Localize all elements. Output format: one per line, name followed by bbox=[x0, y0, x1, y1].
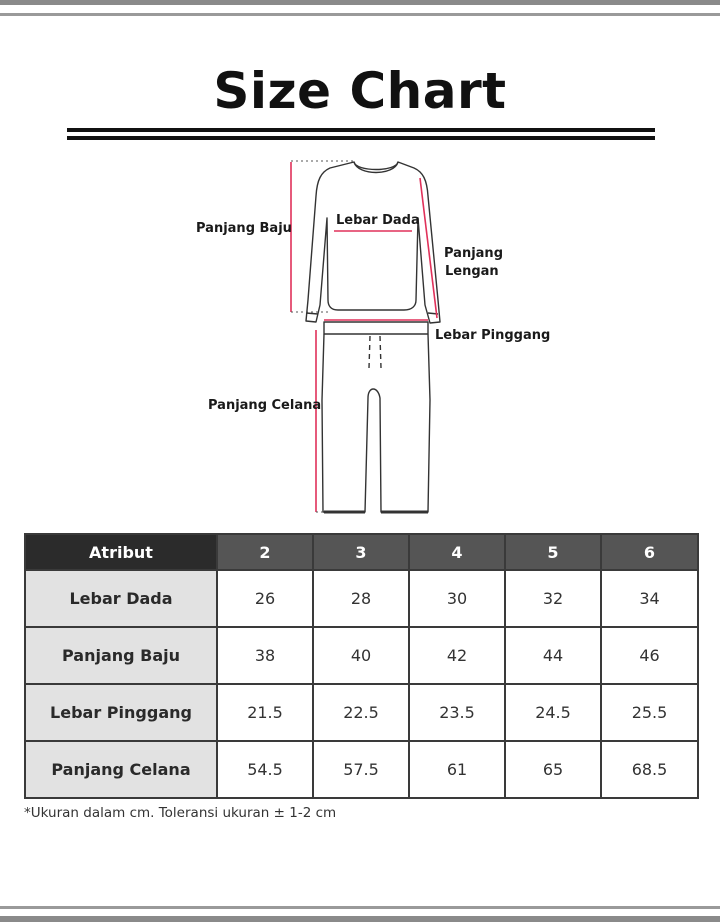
size-table bbox=[24, 533, 699, 799]
label-panjang-lengan-1: Panjang bbox=[444, 246, 503, 261]
table-cell: 32 bbox=[505, 570, 601, 627]
top-border-thin bbox=[0, 13, 720, 16]
table-cell: 23.5 bbox=[409, 684, 505, 741]
pants-outline-icon bbox=[322, 322, 430, 512]
header-size: 6 bbox=[601, 534, 698, 570]
table-header-row bbox=[25, 534, 698, 570]
row-label: Panjang Celana bbox=[25, 741, 217, 798]
header-size: 3 bbox=[313, 534, 409, 570]
tolerance-note: *Ukuran dalam cm. Toleransi ukuran ± 1-2 cm bbox=[24, 805, 337, 821]
table-cell: 68.5 bbox=[601, 741, 698, 798]
title-underline-2 bbox=[67, 136, 655, 140]
label-panjang-lengan-2: Lengan bbox=[445, 264, 499, 279]
table-row bbox=[25, 570, 698, 627]
table-row bbox=[25, 627, 698, 684]
bottom-border-thin bbox=[0, 906, 720, 909]
table-cell: 65 bbox=[505, 741, 601, 798]
header-atribut: Atribut bbox=[25, 534, 217, 570]
table-cell: 24.5 bbox=[505, 684, 601, 741]
garment-illustration bbox=[0, 150, 720, 522]
table-row bbox=[25, 741, 698, 798]
row-label: Lebar Dada bbox=[25, 570, 217, 627]
table-cell: 22.5 bbox=[313, 684, 409, 741]
label-lebar-dada: Lebar Dada bbox=[336, 213, 420, 228]
table-cell: 61 bbox=[409, 741, 505, 798]
header-size: 4 bbox=[409, 534, 505, 570]
table-cell: 30 bbox=[409, 570, 505, 627]
top-border bbox=[0, 0, 720, 5]
table-row bbox=[25, 684, 698, 741]
label-lebar-pinggang: Lebar Pinggang bbox=[435, 328, 551, 343]
table-cell: 57.5 bbox=[313, 741, 409, 798]
table-cell: 46 bbox=[601, 627, 698, 684]
table-cell: 44 bbox=[505, 627, 601, 684]
table-cell: 28 bbox=[313, 570, 409, 627]
bottom-border bbox=[0, 916, 720, 922]
table-cell: 26 bbox=[217, 570, 313, 627]
header-size: 5 bbox=[505, 534, 601, 570]
table-cell: 38 bbox=[217, 627, 313, 684]
table-cell: 21.5 bbox=[217, 684, 313, 741]
title-underline-1 bbox=[67, 128, 655, 132]
row-label: Lebar Pinggang bbox=[25, 684, 217, 741]
shirt-outline-icon bbox=[306, 162, 440, 323]
table-cell: 34 bbox=[601, 570, 698, 627]
garment-diagram bbox=[0, 150, 720, 522]
table-cell: 54.5 bbox=[217, 741, 313, 798]
label-panjang-baju: Panjang Baju bbox=[196, 221, 292, 236]
page-title: Size Chart bbox=[213, 62, 507, 120]
label-panjang-celana: Panjang Celana bbox=[208, 398, 322, 413]
table-cell: 25.5 bbox=[601, 684, 698, 741]
table-cell: 40 bbox=[313, 627, 409, 684]
table-cell: 42 bbox=[409, 627, 505, 684]
header-size: 2 bbox=[217, 534, 313, 570]
row-label: Panjang Baju bbox=[25, 627, 217, 684]
